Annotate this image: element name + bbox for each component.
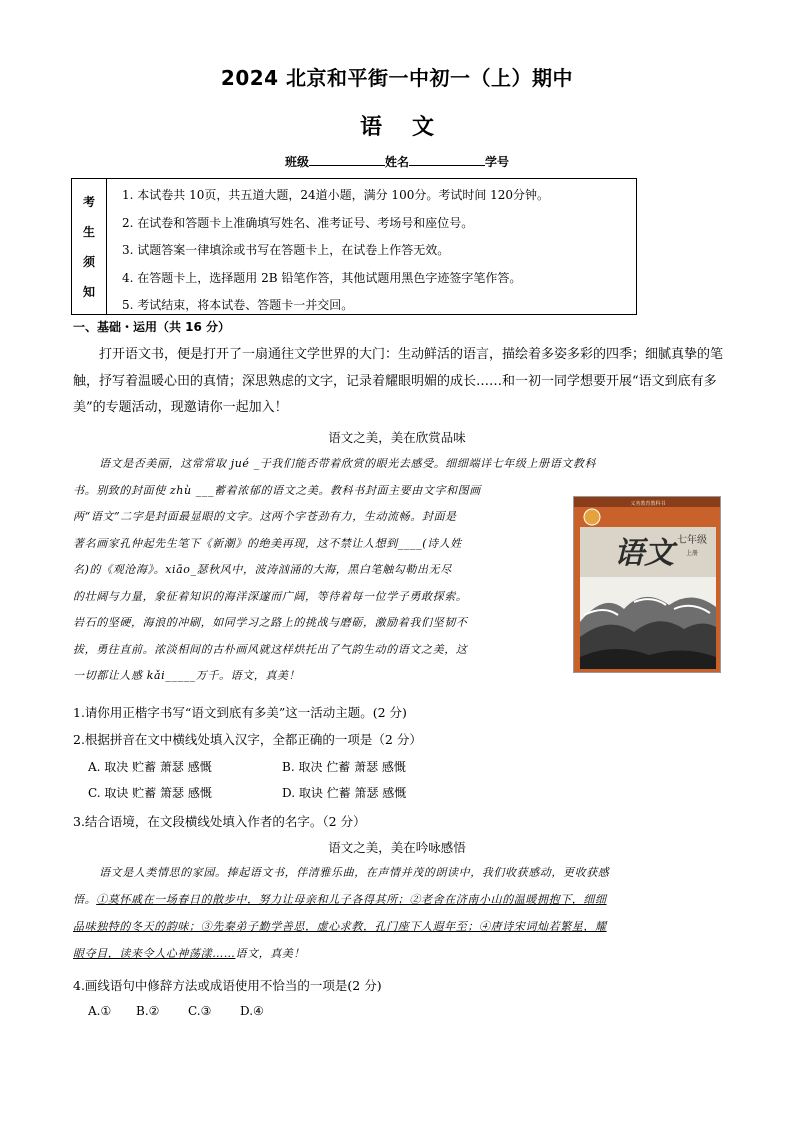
exam-title: 2024 北京和平街一中初一（上）期中 — [220, 66, 574, 90]
passage-line: 拔，勇往直前。浓淡相间的古朴画风就这样烘托出了气韵生动的语文之美，这 — [73, 642, 468, 656]
passage2-underlined: ①莫怀戚在一场春日的散步中，努力让母亲和儿子各得其所；②老舍在济南小山的温暖拥抱下，细细 — [96, 893, 607, 906]
intro-paragraph: 打开语文书，便是打开了一扇通往文学世界的大门：生动鲜活的语言，描绘着多姿多彩的四季；细腻真挚的笔触，抒写着温暖心田的真情；深思熟虑的文字，记录着耀眼明媚的成长……和一初一同学想要开展“语文到底有多美”的专题活动，现邀请你一起加入！ — [73, 347, 724, 415]
passage2-underlined-line: 品味独特的冬天的韵味；③先秦弟子勤学善思，虚心求教，孔门座下人遐年至；④唐诗宋词灿若繁星，耀 — [73, 920, 607, 933]
notice-item: 4. 在答题卡上，选择题用 2B 铅笔作答，其他试题用黑色字迹签字笔作答。 — [122, 270, 522, 285]
passage2-line — [73, 941, 723, 968]
passage-line: 名)的《观沧海》。xiāo_瑟秋风中，波涛汹涌的大海，黑白笔触勾勒出无尽 — [73, 563, 452, 576]
cover-illustration — [574, 497, 721, 673]
passage-line: 两“语文”二字是封面最显眼的文字。这两个字苍劲有力，生动流畅。封面是 — [73, 510, 457, 523]
name-label: 姓名 — [384, 155, 409, 169]
option-a[interactable]: A. 取决 贮蓄 萧瑟 感慨 — [88, 760, 212, 774]
subheading-appreciation: 语文之美，美在欣赏品味 — [328, 430, 466, 445]
option-c[interactable]: C.③ — [188, 1004, 212, 1018]
cover-title: 语文 — [614, 536, 674, 571]
notice-side-char: 生 — [82, 225, 95, 240]
section-heading: 一、基础・运用（共 16 分） — [73, 320, 231, 334]
passage-line: 的壮阔与力量，象征着知识的海洋深邃而广阔，等待着每一位学子勇敢探索。 — [73, 589, 468, 603]
option-c[interactable]: C. 取诀 贮蓄 箫瑟 感慨 — [88, 786, 212, 800]
textbook-cover-image — [573, 496, 721, 673]
class-blank[interactable] — [309, 155, 385, 166]
question-1: 1.请你用正楷字书写“语文到底有多美”这一活动主题。(2 分) — [73, 705, 407, 720]
id-label: 学号 — [485, 155, 510, 169]
cover-top-strip: 义务教育教科书 — [630, 501, 666, 507]
cover-volume: 上册 — [685, 550, 699, 557]
passage-line: 书。别致的封面使 zhù ___蓄着浓郁的语文之美。教科书封面主要由文字和图画 — [73, 483, 481, 497]
passage2-line: 语文是人类情思的家园。捧起语文书，伴清雅乐曲，在声情并茂的朗读中，我们收获感动，更收获感 — [99, 866, 610, 879]
option-a[interactable]: A.① — [88, 1004, 112, 1018]
subject-title: 语文 — [359, 114, 464, 140]
option-d[interactable]: D. 取诀 伫蓄 箫瑟 感慨 — [282, 786, 407, 800]
notice-side-char: 知 — [82, 284, 95, 299]
passage-line: 一切都让人感 kǎi_____万千。语文，真美！ — [73, 669, 301, 682]
class-label: 班级 — [284, 155, 309, 169]
notice-side-char: 须 — [82, 254, 95, 269]
question-2: 2.根据拼音在文中横线处填入汉字，全都正确的一项是（2 分） — [73, 732, 422, 747]
student-info-line — [0, 153, 794, 170]
notice-item: 1. 本试卷共 10页，共五道大题，24道小题，满分 100分。考试时间 120分钟。 — [122, 188, 550, 202]
passage-line: 岩石的坚硬，海浪的冲刷，如同学习之路上的挑战与磨砺，激励着我们坚韧不 — [73, 616, 468, 629]
notice-side-char: 考 — [82, 195, 95, 210]
passage2-plain: 悟。 — [73, 893, 97, 906]
option-d[interactable]: D.④ — [240, 1004, 264, 1018]
option-b[interactable]: B.② — [136, 1004, 160, 1018]
cover-grade: 七年级 — [677, 535, 707, 546]
question-4: 4.画线语句中修辞方法或成语使用不恰当的一项是(2 分) — [73, 978, 382, 993]
passage2-underlined: 眼夺目，读来令人心神荡漾…… — [73, 947, 236, 960]
passage-line: 著名画家孔仲起先生笔下《新潮》的绝美再现，这不禁让人想到____(诗人姓 — [73, 536, 462, 550]
notice-item: 3. 试题答案一律填涂或书写在答题卡上，在试卷上作答无效。 — [122, 243, 450, 257]
subheading-recitation: 语文之美，美在吟咏感悟 — [328, 840, 466, 855]
notice-side-label — [72, 179, 107, 314]
passage-line: 语文是否美丽，这常常取 jué _于我们能否带着欣赏的眼光去感受。细细端详七年级上册语文教科 — [99, 457, 597, 470]
exam-notice-box — [71, 178, 637, 315]
passage2-line — [73, 887, 723, 914]
question-3: 3.结合语境，在文段横线处填入作者的名字。（2 分） — [73, 814, 366, 829]
notice-item: 2. 在试卷和答题卡上准确填写姓名、准考证号、考场号和座位号。 — [122, 215, 474, 230]
notice-list — [122, 182, 549, 320]
notice-item: 5. 考试结束，将本试卷、答题卡一并交回。 — [122, 298, 354, 312]
passage2-end: 语文，真美！ — [235, 947, 306, 960]
name-blank[interactable] — [409, 155, 485, 166]
option-b[interactable]: B. 取决 伫蓄 萧瑟 感慨 — [282, 760, 406, 774]
